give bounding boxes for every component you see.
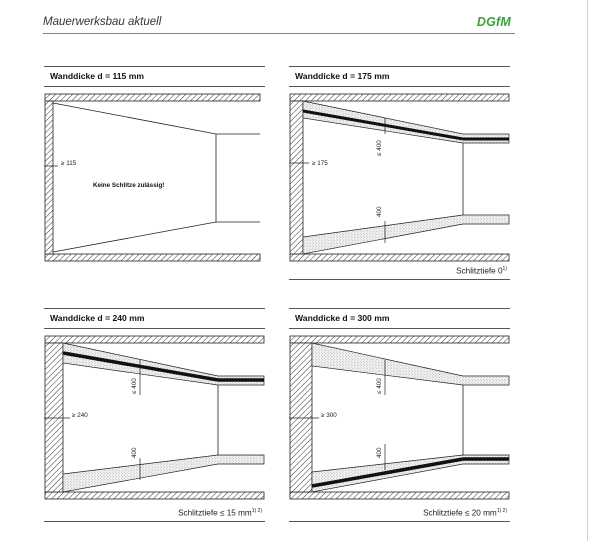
slot-depth-caption (423, 508, 507, 518)
slot-zone-bottom (63, 455, 264, 492)
panel-bottom-rule (289, 279, 510, 280)
header-divider (43, 33, 515, 34)
thickness-label: ≥ 115 (61, 160, 77, 167)
wall-section (45, 101, 53, 254)
slot-zone-bottom (303, 215, 509, 254)
thickness-label: ≥ 175 (312, 160, 328, 167)
ceiling-slab (45, 336, 264, 343)
dimension-label-top: ≤ 400 (376, 140, 383, 156)
thickness-label: ≥ 240 (72, 412, 88, 419)
panel-title: Wanddicke d = 300 mm (295, 313, 390, 323)
floor-slab (290, 254, 509, 261)
caption-text: Schlitztiefe ≤ 20 mm (423, 508, 497, 518)
wall-diagram-300 (289, 308, 510, 528)
ceiling-slab (45, 94, 260, 101)
slot-zone-top (312, 343, 509, 385)
slot-depth-caption (456, 266, 507, 276)
slot-zone-top (303, 101, 509, 143)
header-title: Mauerwerksbau aktuell (43, 16, 162, 28)
wall-diagram-240 (44, 308, 265, 528)
dimension-label-bottom: 400 (131, 447, 138, 458)
wall-section (290, 101, 303, 254)
dimension-label-bottom: 400 (376, 206, 383, 217)
panel-title: Wanddicke d = 240 mm (50, 313, 145, 323)
floor-slab (45, 492, 264, 499)
ceiling-slab (290, 94, 509, 101)
floor-slab (45, 254, 260, 261)
no-slots-note: Keine Schlitze zulässig! (93, 182, 165, 189)
wall-section (45, 343, 63, 492)
slot-depth-caption (178, 508, 262, 518)
dgfm-logo: DGfM (476, 15, 511, 29)
page-edge (587, 0, 588, 541)
panel-115 (44, 66, 265, 286)
footnote-ref: 1) 2) (251, 508, 262, 514)
panel-title: Wanddicke d = 115 mm (50, 71, 145, 81)
panel-300 (289, 308, 510, 528)
wall-section (290, 343, 312, 492)
panel-175 (289, 66, 510, 286)
wall-diagram-175 (289, 66, 510, 286)
wall-diagram-115 (44, 66, 265, 286)
caption-text: Schlitztiefe 0 (456, 266, 503, 276)
dimension-label-bottom: 400 (376, 447, 383, 458)
ceiling-slab (290, 336, 509, 343)
page-header (43, 14, 513, 34)
floor-slab (290, 492, 509, 499)
thickness-label: ≥ 300 (321, 412, 337, 419)
footnote-ref: 1) 2) (496, 508, 507, 514)
panel-240 (44, 308, 265, 528)
caption-text: Schlitztiefe ≤ 15 mm (178, 508, 252, 518)
footnote-ref: 1) (502, 266, 507, 272)
dimension-label-top: ≤ 400 (131, 378, 138, 394)
panel-bottom-rule (289, 521, 510, 522)
wall-outline (53, 103, 260, 134)
slot-line-top (303, 111, 463, 139)
panel-title: Wanddicke d = 175 mm (295, 71, 390, 81)
panel-bottom-rule (44, 521, 265, 522)
dimension-label-top: ≤ 400 (376, 378, 383, 394)
wall-outline (53, 222, 260, 252)
